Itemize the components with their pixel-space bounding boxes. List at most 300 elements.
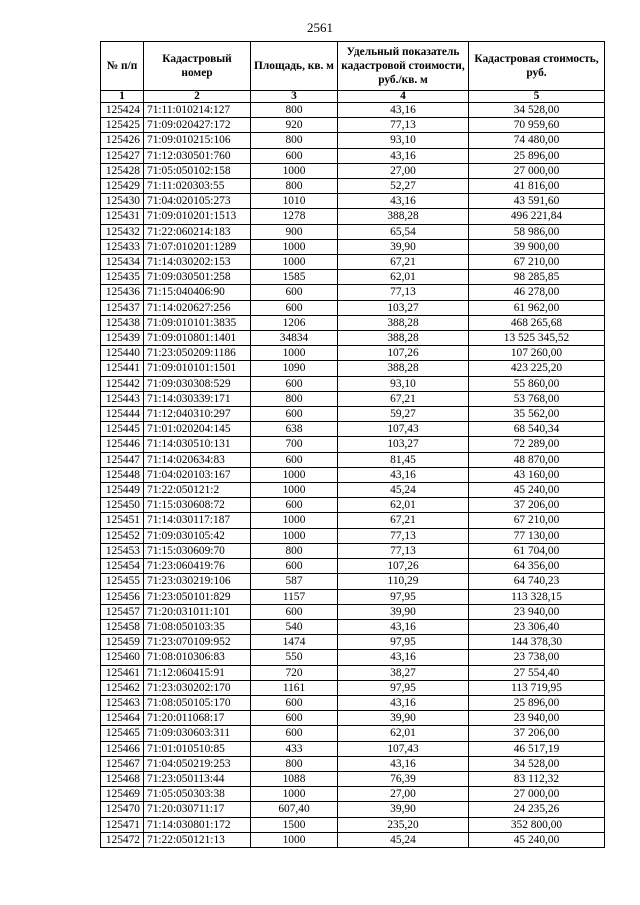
area-cell: 587 bbox=[251, 574, 338, 589]
row-number-cell: 125442 bbox=[101, 376, 144, 391]
table-row bbox=[101, 635, 605, 650]
specific-value-cell: 107,43 bbox=[338, 422, 469, 437]
cadastral-value-cell: 46 517,19 bbox=[469, 741, 605, 756]
cadastral-number-cell: 71:14:030202:153 bbox=[144, 255, 251, 270]
cadastral-value-cell: 37 206,00 bbox=[469, 726, 605, 741]
cadastral-value-cell: 45 240,00 bbox=[469, 483, 605, 498]
area-cell: 1000 bbox=[251, 832, 338, 847]
specific-value-cell: 388,28 bbox=[338, 209, 469, 224]
cadastral-number-cell: 71:01:010510:85 bbox=[144, 741, 251, 756]
cadastral-value-cell: 113 328,15 bbox=[469, 589, 605, 604]
cadastral-value-cell: 58 986,00 bbox=[469, 224, 605, 239]
row-number-cell: 125434 bbox=[101, 255, 144, 270]
table-row bbox=[101, 574, 605, 589]
row-number-cell: 125439 bbox=[101, 331, 144, 346]
row-number-cell: 125468 bbox=[101, 771, 144, 786]
table-row bbox=[101, 483, 605, 498]
cadastral-value-cell: 23 306,40 bbox=[469, 619, 605, 634]
row-number-cell: 125457 bbox=[101, 604, 144, 619]
column-number: 2 bbox=[144, 91, 251, 103]
cadastral-value-cell: 67 210,00 bbox=[469, 255, 605, 270]
specific-value-cell: 388,28 bbox=[338, 315, 469, 330]
area-cell: 600 bbox=[251, 726, 338, 741]
cadastral-value-cell: 48 870,00 bbox=[469, 452, 605, 467]
area-cell: 607,40 bbox=[251, 802, 338, 817]
table-row bbox=[101, 452, 605, 467]
table-row bbox=[101, 726, 605, 741]
cadastral-number-cell: 71:08:010306:83 bbox=[144, 650, 251, 665]
row-number-cell: 125460 bbox=[101, 650, 144, 665]
cadastral-value-cell: 70 959,60 bbox=[469, 118, 605, 133]
specific-value-cell: 52,27 bbox=[338, 179, 469, 194]
cadastral-number-cell: 71:11:010214:127 bbox=[144, 103, 251, 118]
area-cell: 800 bbox=[251, 756, 338, 771]
specific-value-cell: 39,90 bbox=[338, 239, 469, 254]
area-cell: 540 bbox=[251, 619, 338, 634]
specific-value-cell: 43,16 bbox=[338, 467, 469, 482]
cadastral-number-cell: 71:23:030202:170 bbox=[144, 680, 251, 695]
area-cell: 1474 bbox=[251, 635, 338, 650]
row-number-cell: 125433 bbox=[101, 239, 144, 254]
row-number-cell: 125453 bbox=[101, 543, 144, 558]
cadastral-number-cell: 71:20:030711:17 bbox=[144, 802, 251, 817]
cadastral-number-cell: 71:09:030105:42 bbox=[144, 528, 251, 543]
cadastral-number-cell: 71:23:050101:829 bbox=[144, 589, 251, 604]
specific-value-cell: 27,00 bbox=[338, 163, 469, 178]
table-row bbox=[101, 422, 605, 437]
specific-value-cell: 39,90 bbox=[338, 802, 469, 817]
specific-value-cell: 45,24 bbox=[338, 832, 469, 847]
table-row bbox=[101, 103, 605, 118]
cadastral-number-cell: 71:15:030608:72 bbox=[144, 498, 251, 513]
area-cell: 1000 bbox=[251, 528, 338, 543]
specific-value-cell: 97,95 bbox=[338, 635, 469, 650]
cadastral-number-cell: 71:09:030501:258 bbox=[144, 270, 251, 285]
table-row bbox=[101, 756, 605, 771]
table-row bbox=[101, 619, 605, 634]
row-number-cell: 125427 bbox=[101, 148, 144, 163]
cadastral-value-cell: 61 962,00 bbox=[469, 300, 605, 315]
column-number: 4 bbox=[338, 91, 469, 103]
table-row bbox=[101, 133, 605, 148]
specific-value-cell: 388,28 bbox=[338, 361, 469, 376]
cadastral-number-cell: 71:08:050103:35 bbox=[144, 619, 251, 634]
cadastral-number-cell: 71:20:011068:17 bbox=[144, 711, 251, 726]
cadastral-value-cell: 496 221,84 bbox=[469, 209, 605, 224]
table-row bbox=[101, 270, 605, 285]
table-row bbox=[101, 194, 605, 209]
cadastral-value-cell: 61 704,00 bbox=[469, 543, 605, 558]
specific-value-cell: 107,26 bbox=[338, 346, 469, 361]
table-row bbox=[101, 391, 605, 406]
area-cell: 700 bbox=[251, 437, 338, 452]
row-number-cell: 125425 bbox=[101, 118, 144, 133]
area-cell: 800 bbox=[251, 179, 338, 194]
table-row bbox=[101, 376, 605, 391]
cadastral-value-cell: 423 225,20 bbox=[469, 361, 605, 376]
table-row bbox=[101, 179, 605, 194]
area-cell: 433 bbox=[251, 741, 338, 756]
area-cell: 34834 bbox=[251, 331, 338, 346]
cadastral-number-cell: 71:22:060214:183 bbox=[144, 224, 251, 239]
area-cell: 1000 bbox=[251, 255, 338, 270]
row-number-cell: 125429 bbox=[101, 179, 144, 194]
cadastral-value-cell: 39 900,00 bbox=[469, 239, 605, 254]
row-number-cell: 125450 bbox=[101, 498, 144, 513]
table-row bbox=[101, 802, 605, 817]
cadastral-number-cell: 71:14:030339:171 bbox=[144, 391, 251, 406]
row-number-cell: 125452 bbox=[101, 528, 144, 543]
specific-value-cell: 59,27 bbox=[338, 407, 469, 422]
cadastral-value-cell: 45 240,00 bbox=[469, 832, 605, 847]
cadastral-number-cell: 71:09:010801:1401 bbox=[144, 331, 251, 346]
cadastral-number-cell: 71:15:040406:90 bbox=[144, 285, 251, 300]
specific-value-cell: 97,95 bbox=[338, 589, 469, 604]
cadastral-value-cell: 72 289,00 bbox=[469, 437, 605, 452]
specific-value-cell: 43,16 bbox=[338, 650, 469, 665]
cadastral-number-cell: 71:14:020627:256 bbox=[144, 300, 251, 315]
row-number-cell: 125424 bbox=[101, 103, 144, 118]
specific-value-cell: 77,13 bbox=[338, 543, 469, 558]
cadastral-number-cell: 71:01:020204:145 bbox=[144, 422, 251, 437]
specific-value-cell: 76,39 bbox=[338, 771, 469, 786]
cadastral-value-cell: 468 265,68 bbox=[469, 315, 605, 330]
cadastral-number-cell: 71:23:060419:76 bbox=[144, 559, 251, 574]
row-number-cell: 125469 bbox=[101, 787, 144, 802]
table-row bbox=[101, 604, 605, 619]
cadastral-number-cell: 71:09:030603:311 bbox=[144, 726, 251, 741]
table-body bbox=[101, 103, 605, 848]
row-number-cell: 125440 bbox=[101, 346, 144, 361]
cadastral-number-cell: 71:12:060415:91 bbox=[144, 665, 251, 680]
cadastral-value-cell: 107 260,00 bbox=[469, 346, 605, 361]
cadastral-value-cell: 23 738,00 bbox=[469, 650, 605, 665]
table-row bbox=[101, 832, 605, 847]
cadastral-number-cell: 71:09:010215:106 bbox=[144, 133, 251, 148]
specific-value-cell: 77,13 bbox=[338, 285, 469, 300]
cadastral-number-cell: 71:11:020303:55 bbox=[144, 179, 251, 194]
row-number-cell: 125445 bbox=[101, 422, 144, 437]
row-number-cell: 125428 bbox=[101, 163, 144, 178]
area-cell: 720 bbox=[251, 665, 338, 680]
specific-value-cell: 388,28 bbox=[338, 331, 469, 346]
specific-value-cell: 67,21 bbox=[338, 513, 469, 528]
specific-value-cell: 62,01 bbox=[338, 726, 469, 741]
row-number-cell: 125446 bbox=[101, 437, 144, 452]
table-row bbox=[101, 771, 605, 786]
cadastral-number-cell: 71:09:010101:1501 bbox=[144, 361, 251, 376]
table-row bbox=[101, 148, 605, 163]
specific-value-cell: 97,95 bbox=[338, 680, 469, 695]
table-row bbox=[101, 118, 605, 133]
area-cell: 1500 bbox=[251, 817, 338, 832]
table-row bbox=[101, 361, 605, 376]
area-cell: 1010 bbox=[251, 194, 338, 209]
column-number: 3 bbox=[251, 91, 338, 103]
table-row bbox=[101, 513, 605, 528]
cadastral-number-cell: 71:14:030117:187 bbox=[144, 513, 251, 528]
cadastral-number-cell: 71:04:050219:253 bbox=[144, 756, 251, 771]
cadastral-number-cell: 71:09:030308:529 bbox=[144, 376, 251, 391]
row-number-cell: 125451 bbox=[101, 513, 144, 528]
table-row bbox=[101, 285, 605, 300]
specific-value-cell: 81,45 bbox=[338, 452, 469, 467]
area-cell: 1585 bbox=[251, 270, 338, 285]
specific-value-cell: 43,16 bbox=[338, 695, 469, 710]
area-cell: 800 bbox=[251, 543, 338, 558]
row-number-cell: 125430 bbox=[101, 194, 144, 209]
cadastral-value-cell: 35 562,00 bbox=[469, 407, 605, 422]
cadastral-value-cell: 98 285,85 bbox=[469, 270, 605, 285]
header-row-number: № п/п bbox=[101, 42, 144, 91]
table-row bbox=[101, 163, 605, 178]
area-cell: 600 bbox=[251, 711, 338, 726]
area-cell: 600 bbox=[251, 407, 338, 422]
row-number-cell: 125436 bbox=[101, 285, 144, 300]
specific-value-cell: 45,24 bbox=[338, 483, 469, 498]
cadastral-number-cell: 71:09:020427:172 bbox=[144, 118, 251, 133]
specific-value-cell: 93,10 bbox=[338, 133, 469, 148]
table-row bbox=[101, 346, 605, 361]
cadastral-value-cell: 53 768,00 bbox=[469, 391, 605, 406]
specific-value-cell: 67,21 bbox=[338, 391, 469, 406]
specific-value-cell: 39,90 bbox=[338, 711, 469, 726]
row-number-cell: 125449 bbox=[101, 483, 144, 498]
area-cell: 1000 bbox=[251, 467, 338, 482]
cadastral-value-cell: 68 540,34 bbox=[469, 422, 605, 437]
specific-value-cell: 77,13 bbox=[338, 118, 469, 133]
area-cell: 1090 bbox=[251, 361, 338, 376]
cadastral-number-cell: 71:22:050121:13 bbox=[144, 832, 251, 847]
cadastral-number-cell: 71:05:050102:158 bbox=[144, 163, 251, 178]
cadastral-value-cell: 25 896,00 bbox=[469, 148, 605, 163]
cadastral-value-cell: 27 554,40 bbox=[469, 665, 605, 680]
cadastral-number-cell: 71:22:050121:2 bbox=[144, 483, 251, 498]
row-number-cell: 125456 bbox=[101, 589, 144, 604]
area-cell: 1157 bbox=[251, 589, 338, 604]
cadastral-value-cell: 43 591,60 bbox=[469, 194, 605, 209]
cadastral-number-cell: 71:23:050113:44 bbox=[144, 771, 251, 786]
area-cell: 1000 bbox=[251, 239, 338, 254]
cadastral-value-cell: 34 528,00 bbox=[469, 103, 605, 118]
specific-value-cell: 103,27 bbox=[338, 300, 469, 315]
cadastral-number-cell: 71:23:050209:1186 bbox=[144, 346, 251, 361]
area-cell: 1206 bbox=[251, 315, 338, 330]
table-row bbox=[101, 255, 605, 270]
table-row bbox=[101, 498, 605, 513]
specific-value-cell: 67,21 bbox=[338, 255, 469, 270]
cadastral-number-cell: 71:23:030219:106 bbox=[144, 574, 251, 589]
area-cell: 800 bbox=[251, 103, 338, 118]
table-row bbox=[101, 239, 605, 254]
area-cell: 800 bbox=[251, 391, 338, 406]
cadastral-number-cell: 71:12:030501:760 bbox=[144, 148, 251, 163]
cadastral-value-cell: 46 278,00 bbox=[469, 285, 605, 300]
cadastral-number-cell: 71:04:020103:167 bbox=[144, 467, 251, 482]
specific-value-cell: 235,20 bbox=[338, 817, 469, 832]
specific-value-cell: 43,16 bbox=[338, 756, 469, 771]
cadastral-value-cell: 43 160,00 bbox=[469, 467, 605, 482]
table-row bbox=[101, 559, 605, 574]
table-row bbox=[101, 787, 605, 802]
cadastral-number-cell: 71:23:070109:952 bbox=[144, 635, 251, 650]
area-cell: 600 bbox=[251, 604, 338, 619]
specific-value-cell: 43,16 bbox=[338, 194, 469, 209]
row-number-cell: 125448 bbox=[101, 467, 144, 482]
area-cell: 600 bbox=[251, 376, 338, 391]
cadastral-number-cell: 71:04:020105:273 bbox=[144, 194, 251, 209]
table-row bbox=[101, 711, 605, 726]
area-cell: 920 bbox=[251, 118, 338, 133]
cadastral-value-cell: 67 210,00 bbox=[469, 513, 605, 528]
specific-value-cell: 39,90 bbox=[338, 604, 469, 619]
row-number-cell: 125458 bbox=[101, 619, 144, 634]
cadastral-value-cell: 24 235,26 bbox=[469, 802, 605, 817]
header-cadastral-number: Кадастровый номер bbox=[144, 42, 251, 91]
table-row bbox=[101, 817, 605, 832]
header-area: Площадь, кв. м bbox=[251, 42, 338, 91]
row-number-cell: 125466 bbox=[101, 741, 144, 756]
cadastral-value-cell: 34 528,00 bbox=[469, 756, 605, 771]
area-cell: 550 bbox=[251, 650, 338, 665]
area-cell: 600 bbox=[251, 498, 338, 513]
column-number: 5 bbox=[469, 91, 605, 103]
table-row bbox=[101, 209, 605, 224]
header-cadastral-value: Кадастровая стоимость, руб. bbox=[469, 42, 605, 91]
row-number-cell: 125464 bbox=[101, 711, 144, 726]
column-number: 1 bbox=[101, 91, 144, 103]
table-row bbox=[101, 680, 605, 695]
row-number-cell: 125443 bbox=[101, 391, 144, 406]
specific-value-cell: 43,16 bbox=[338, 148, 469, 163]
area-cell: 1000 bbox=[251, 346, 338, 361]
table-row bbox=[101, 528, 605, 543]
row-number-cell: 125447 bbox=[101, 452, 144, 467]
area-cell: 800 bbox=[251, 133, 338, 148]
cadastral-number-cell: 71:05:050303:38 bbox=[144, 787, 251, 802]
cadastral-value-cell: 27 000,00 bbox=[469, 787, 605, 802]
table-row bbox=[101, 695, 605, 710]
specific-value-cell: 77,13 bbox=[338, 528, 469, 543]
cadastral-number-cell: 71:08:050105:170 bbox=[144, 695, 251, 710]
table-row bbox=[101, 467, 605, 482]
header-specific-value: Удельный показатель кадастровой стоимости, руб./кв. м bbox=[338, 42, 469, 91]
area-cell: 638 bbox=[251, 422, 338, 437]
area-cell: 600 bbox=[251, 285, 338, 300]
area-cell: 1000 bbox=[251, 787, 338, 802]
row-number-cell: 125463 bbox=[101, 695, 144, 710]
table-row bbox=[101, 315, 605, 330]
cadastral-value-cell: 55 860,00 bbox=[469, 376, 605, 391]
row-number-cell: 125465 bbox=[101, 726, 144, 741]
row-number-cell: 125455 bbox=[101, 574, 144, 589]
cadastral-value-table bbox=[100, 41, 605, 848]
specific-value-cell: 110,29 bbox=[338, 574, 469, 589]
cadastral-value-cell: 144 378,30 bbox=[469, 635, 605, 650]
area-cell: 1088 bbox=[251, 771, 338, 786]
row-number-cell: 125467 bbox=[101, 756, 144, 771]
row-number-cell: 125472 bbox=[101, 832, 144, 847]
area-cell: 1000 bbox=[251, 163, 338, 178]
cadastral-number-cell: 71:09:010101:3835 bbox=[144, 315, 251, 330]
cadastral-number-cell: 71:07:010201:1289 bbox=[144, 239, 251, 254]
cadastral-number-cell: 71:20:031011:101 bbox=[144, 604, 251, 619]
cadastral-number-cell: 71:14:030801:172 bbox=[144, 817, 251, 832]
specific-value-cell: 103,27 bbox=[338, 437, 469, 452]
area-cell: 1000 bbox=[251, 483, 338, 498]
area-cell: 600 bbox=[251, 300, 338, 315]
row-number-cell: 125441 bbox=[101, 361, 144, 376]
table-row bbox=[101, 407, 605, 422]
specific-value-cell: 107,43 bbox=[338, 741, 469, 756]
area-cell: 600 bbox=[251, 452, 338, 467]
specific-value-cell: 43,16 bbox=[338, 619, 469, 634]
row-number-cell: 125438 bbox=[101, 315, 144, 330]
row-number-cell: 125444 bbox=[101, 407, 144, 422]
table-row bbox=[101, 300, 605, 315]
cadastral-value-cell: 41 816,00 bbox=[469, 179, 605, 194]
row-number-cell: 125454 bbox=[101, 559, 144, 574]
row-number-cell: 125435 bbox=[101, 270, 144, 285]
cadastral-value-cell: 77 130,00 bbox=[469, 528, 605, 543]
cadastral-value-cell: 27 000,00 bbox=[469, 163, 605, 178]
area-cell: 1000 bbox=[251, 513, 338, 528]
table-row bbox=[101, 543, 605, 558]
cadastral-number-cell: 71:12:040310:297 bbox=[144, 407, 251, 422]
cadastral-value-cell: 64 356,00 bbox=[469, 559, 605, 574]
row-number-cell: 125470 bbox=[101, 802, 144, 817]
cadastral-value-cell: 23 940,00 bbox=[469, 604, 605, 619]
row-number-cell: 125431 bbox=[101, 209, 144, 224]
table-row bbox=[101, 224, 605, 239]
cadastral-number-cell: 71:14:020634:83 bbox=[144, 452, 251, 467]
table-row bbox=[101, 331, 605, 346]
table-row bbox=[101, 437, 605, 452]
area-cell: 600 bbox=[251, 559, 338, 574]
specific-value-cell: 62,01 bbox=[338, 270, 469, 285]
specific-value-cell: 62,01 bbox=[338, 498, 469, 513]
cadastral-value-cell: 352 800,00 bbox=[469, 817, 605, 832]
row-number-cell: 125471 bbox=[101, 817, 144, 832]
specific-value-cell: 93,10 bbox=[338, 376, 469, 391]
area-cell: 1278 bbox=[251, 209, 338, 224]
area-cell: 1161 bbox=[251, 680, 338, 695]
area-cell: 600 bbox=[251, 695, 338, 710]
cadastral-value-cell: 64 740,23 bbox=[469, 574, 605, 589]
row-number-cell: 125432 bbox=[101, 224, 144, 239]
cadastral-number-cell: 71:14:030510:131 bbox=[144, 437, 251, 452]
specific-value-cell: 43,16 bbox=[338, 103, 469, 118]
cadastral-value-cell: 13 525 345,52 bbox=[469, 331, 605, 346]
area-cell: 600 bbox=[251, 148, 338, 163]
specific-value-cell: 107,26 bbox=[338, 559, 469, 574]
cadastral-number-cell: 71:09:010201:1513 bbox=[144, 209, 251, 224]
cadastral-value-cell: 83 112,32 bbox=[469, 771, 605, 786]
cadastral-number-cell: 71:15:030609:70 bbox=[144, 543, 251, 558]
row-number-cell: 125437 bbox=[101, 300, 144, 315]
specific-value-cell: 27,00 bbox=[338, 787, 469, 802]
row-number-cell: 125426 bbox=[101, 133, 144, 148]
page-number: 2561 bbox=[307, 20, 333, 35]
table-row bbox=[101, 665, 605, 680]
row-number-cell: 125462 bbox=[101, 680, 144, 695]
cadastral-value-cell: 23 940,00 bbox=[469, 711, 605, 726]
row-number-cell: 125459 bbox=[101, 635, 144, 650]
table-row bbox=[101, 589, 605, 604]
column-number-row bbox=[101, 91, 605, 103]
specific-value-cell: 65,54 bbox=[338, 224, 469, 239]
row-number-cell: 125461 bbox=[101, 665, 144, 680]
